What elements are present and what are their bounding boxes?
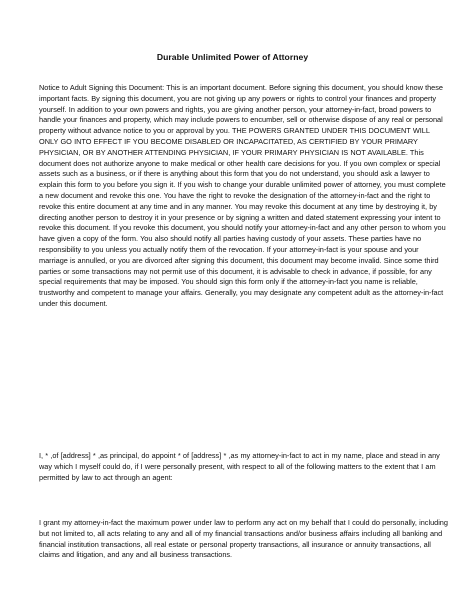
appointment-paragraph: I, * ,of [address] * ,as principal, do appoint * of [address] * ,as my attorney-in-fact to act in my name, place and stead in any way which I myself could do, if I were personally present, with respect to all of the following matters to the extent that I am permitted by law to act through an agent: [39,451,440,482]
notice-paragraph: Notice to Adult Signing this Document: This is an important document. Before signing this document, you should know these important facts. By signing this document, you are not giving up any powers or rights to control your finances and property yourself. In addition to your own powers and rights, you are giving another person, your attorney-in-fact, broad powers to handle your finances and property, which may include powers to encumber, sell or otherwise dispose of any real or personal property without advance notice to you or approval by you. THE POWERS GRANTED UNDER THIS DOCUMENT WILL ONLY GO INTO EFFECT IF YOU BECOME DISABLED OR INCAPACITATED, AS CERTIFIED BY YOUR PRIMARY PHYSICIAN, OR BY ANOTHER ATTENDING PHYSICIAN, IF YOUR PRIMARY PHYSICIAN IS NOT AVAILABLE. This document does not authorize anyone to make medical or other health care decisions for you. If you own complex or special assets such as a business, or if there is anything about this form that you do not understand, you should ask a lawyer to explain this form to you before you sign it. If you wish to change your durable unlimited power of attorney, you must complete a new document and revoke this one. You have the right to revoke the designation of the attorney-in-fact and the right to revoke this entire document at any time and in any manner. You may revoke this document at any time by destroying it, by directing another person to destroy it in your presence or by signing a written and dated statement expressing your intent to revoke this document. If you revoke this document, you should notify your attorney-in-fact and any other person to whom you have given a copy of the form. You also should notify all parties having custody of your assets. These parties have no responsibility to you unless you actually notify them of the revocation. If your attorney-in-fact is your spouse and your marriage is annulled, or you are divorced after signing this document, this document may become invalid. Since some third parties or some transactions may not permit use of this document, it is advisable to check in advance, if possible, for any special requirements that may be imposed. You should sign this form only if the attorney-in-fact you name is reliable, trustworthy and competent to manage your affairs. Generally, you may designate any competent adult as the attorney-in-fact under this document. [39,83,446,308]
document-title: Durable Unlimited Power of Attorney [156,52,309,62]
grant-paragraph: I grant my attorney-in-fact the maximum power under law to perform any act on my behalf that I could do personally, including but not limited to, all acts relating to any and all of my financial transactions and/or business affairs including all banking and financial institution transactions, all real estate or personal property transactions, all insurance or annuity transactions, all claims and litigation, and any and all business transactions. [39,518,448,560]
